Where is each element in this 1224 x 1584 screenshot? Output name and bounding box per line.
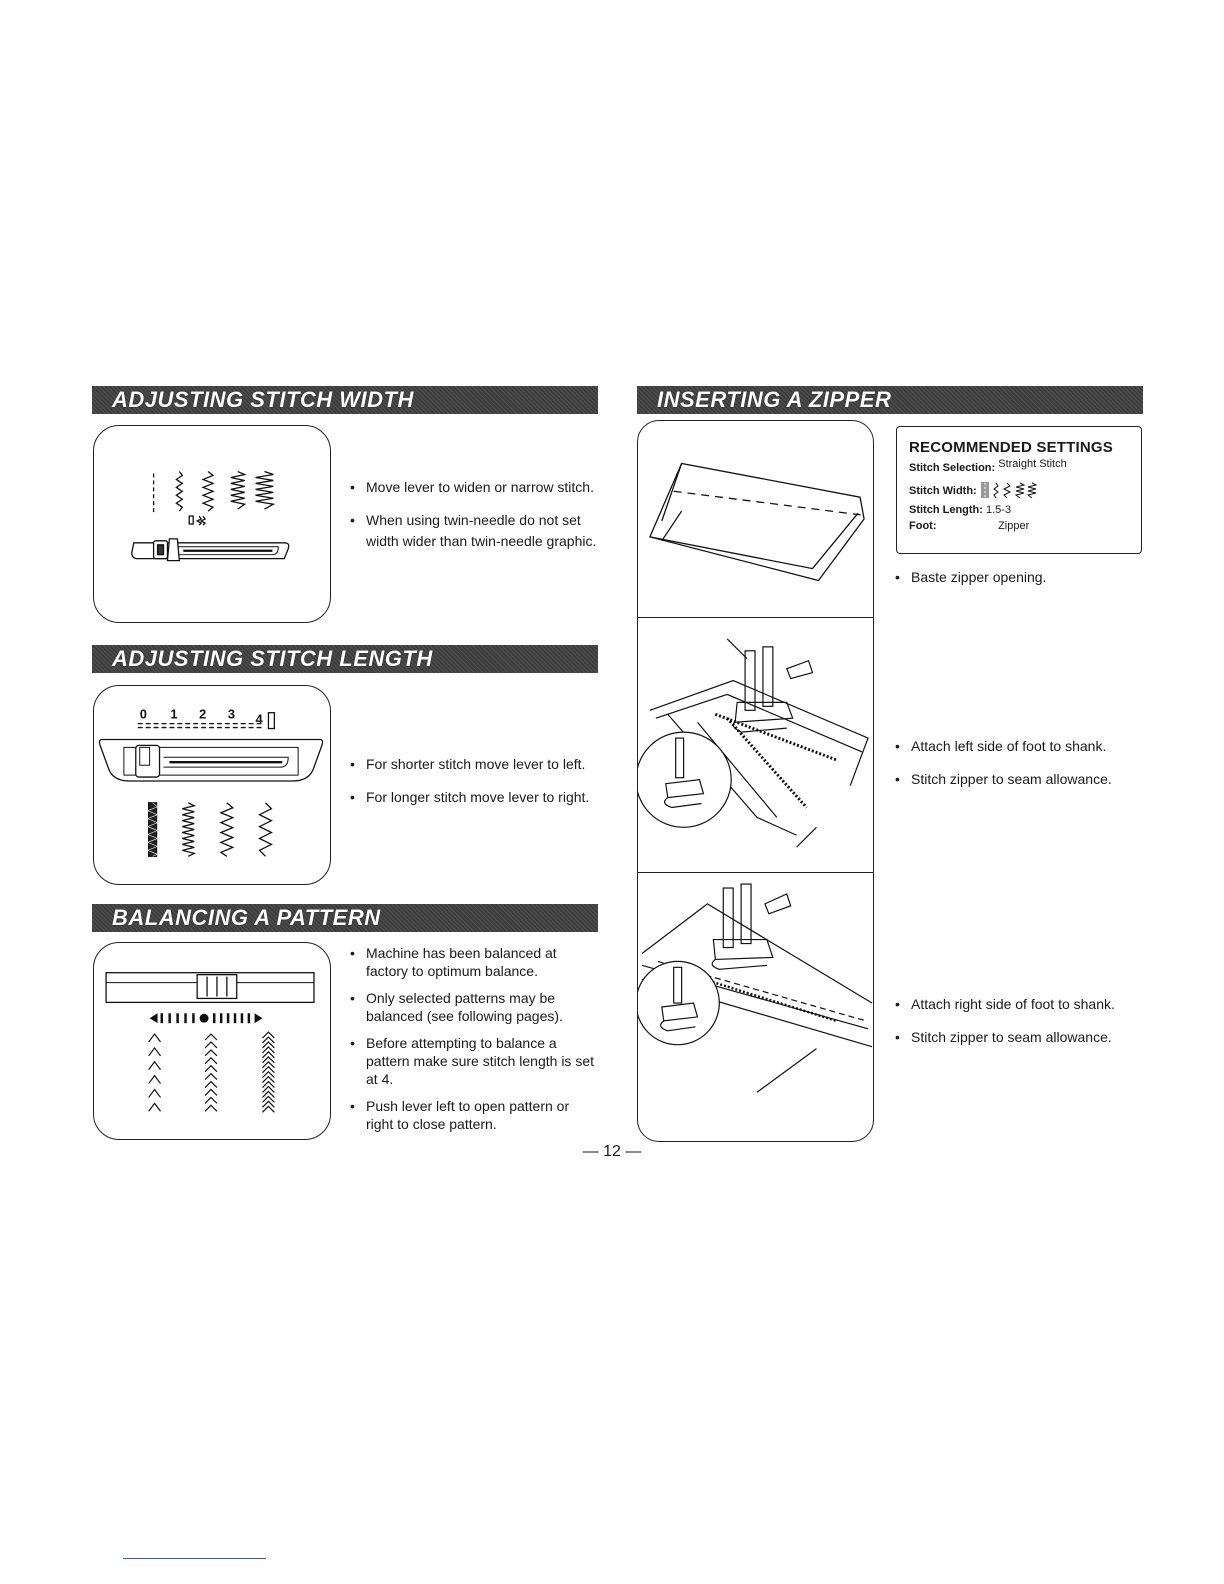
scale-label-4: 4 [255,711,263,727]
zipper-step1-illustration [638,421,873,617]
zipper-step3-illustration [638,873,873,1142]
recommended-settings-title: RECOMMENDED SETTINGS [909,439,1114,456]
scale-label-2: 2 [199,706,207,722]
foot-value: Zipper [998,520,1030,532]
scale-label-0: 0 [139,706,147,722]
foot-row: Foot: Zipper [909,520,1030,532]
recommended-settings-box [896,426,1142,554]
stitch-selection-row: Stitch Selection: Straight Stitch [909,458,1067,474]
page-number: — 12 — [582,1143,642,1160]
list-item: • When using twin-needle do not set width wider than twin-needle graphic. [348,510,598,552]
stitch-width-row: Stitch Width: [909,482,1129,500]
list-item: • Only selected patterns may be balanced (see following pages). [348,989,598,1025]
balancing-instructions [348,944,598,1142]
list-item: • Attach left side of foot to shank. [893,736,1153,757]
stitch-length-value: 1.5-3 [986,504,1012,516]
section-header-stitch-width: ADJUSTING STITCH WIDTH [92,386,598,414]
stitch-length-illustration [93,685,331,885]
list-item: • For shorter stitch move lever to left. [348,754,598,775]
list-item: • Attach right side of foot to shank. [893,994,1163,1015]
scale-label-3: 3 [227,706,235,722]
stitch-selection-value: Straight Stitch [998,458,1067,470]
list-item: • Before attempting to balance a pattern make sure stitch length is set at 4. [348,1034,598,1088]
list-item: • For longer stitch move lever to right. [348,787,598,808]
stitch-width-instructions [348,477,598,564]
stitch-length-row: Stitch Length: 1.5-3 [909,504,1012,516]
scale-label-1: 1 [170,706,178,722]
section-header-zipper: INSERTING A ZIPPER [637,386,1143,414]
section-header-stitch-length: ADJUSTING STITCH LENGTH [92,645,598,673]
list-item: • Push lever left to open pattern or right to close pattern. [348,1097,598,1133]
footer-rule [123,1558,266,1559]
balancing-illustration [93,942,331,1140]
stitch-width-icons [980,482,1038,500]
zipper-illustration-panel [637,420,874,1142]
list-item: • Baste zipper opening. [893,567,1153,588]
zipper-step2-instructions [893,736,1153,802]
stitch-width-illustration [93,425,331,623]
section-header-balancing: BALANCING A PATTERN [92,904,598,932]
list-item: • Stitch zipper to seam allowance. [893,1027,1163,1048]
stitch-length-instructions [348,754,598,820]
list-item: • Stitch zipper to seam allowance. [893,769,1153,790]
list-item: • Move lever to widen or narrow stitch. [348,477,598,498]
zipper-step3-instructions [893,994,1163,1060]
list-item: • Machine has been balanced at factory to optimum balance. [348,944,598,980]
zipper-step2-illustration [638,618,873,872]
zipper-step1-instructions [893,567,1153,600]
